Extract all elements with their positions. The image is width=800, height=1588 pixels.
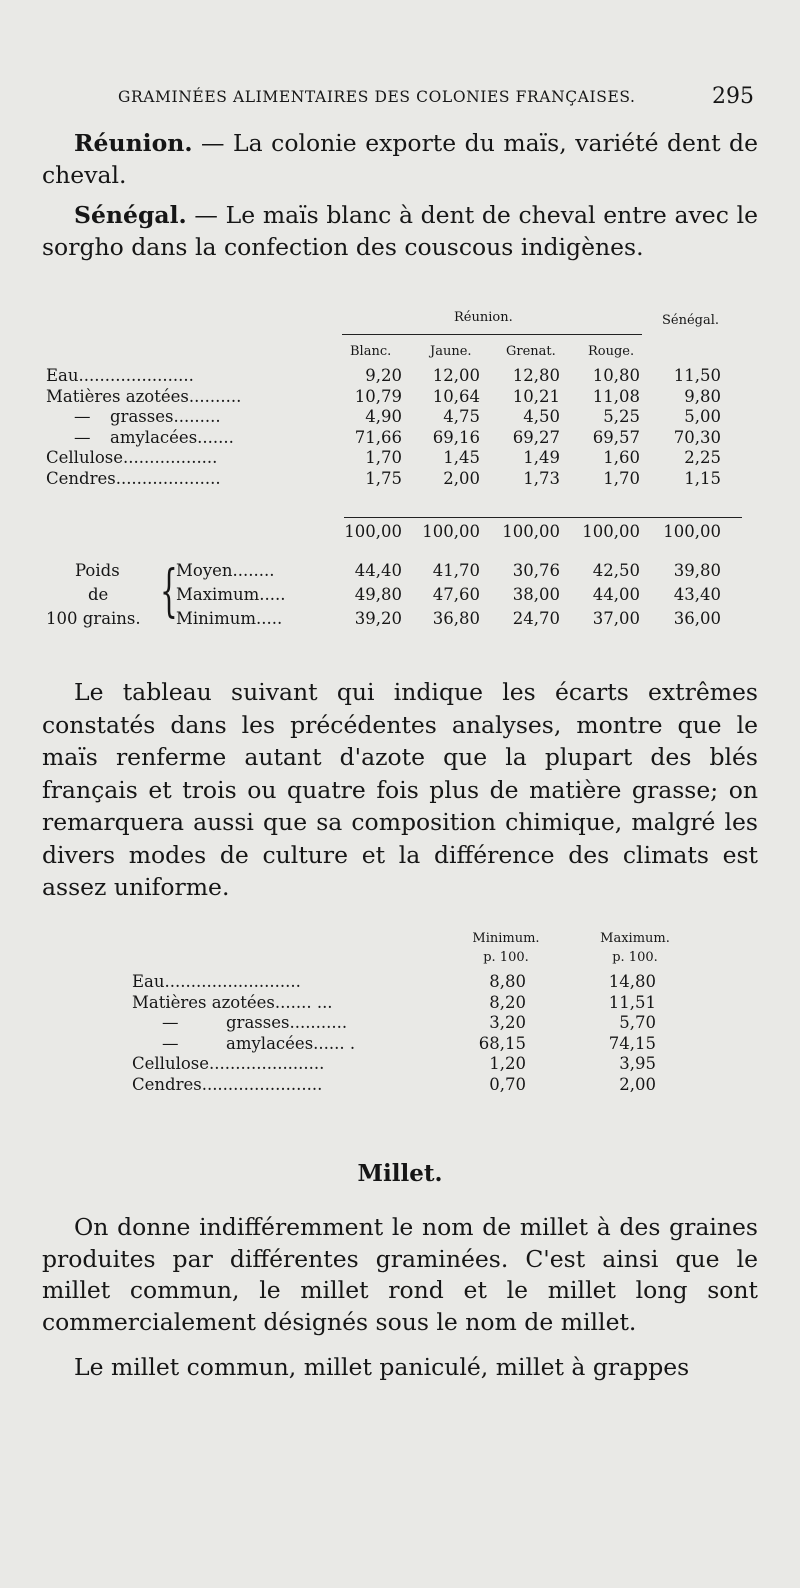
row-label: amylacées...... . [226,1033,356,1053]
row-label: Moyen........ [176,561,275,580]
paragraph-millet-1: On donne indifféremment le nom de millet à des graines produites par différentes graminées. C'est ainsi que le millet commun, le millet rond et le millet long sont commercialement désignés sous le nom de millet. [42,1213,758,1336]
total-cell: 100,00 [663,522,721,541]
table-cell: 5,70 [619,1013,656,1032]
page-number: 295 [712,84,754,109]
table-cell: 10,64 [432,386,480,406]
table-cell: 70,30 [673,427,721,447]
table-cell: 30,76 [512,561,560,580]
row-label: Eau...................... [46,366,194,385]
table-cell: 43,40 [673,585,721,604]
table-cell: 39,20 [354,609,402,628]
row-dash: — [162,1013,179,1032]
table-cell: 69,27 [512,427,560,447]
row-label: Eau.......................... [132,972,301,991]
row-dash: — [74,427,91,447]
table-cell: 42,50 [592,561,640,580]
table-cell: 3,20 [489,1013,526,1032]
row-label: Maximum..... [176,585,286,604]
col-subheader: p. 100. [483,950,529,965]
col-header: Minimum. [472,931,540,946]
table-cell: 5,25 [603,407,640,426]
table-cell: 11,08 [592,386,640,406]
row-label: grasses........... [226,1013,348,1032]
row-label: Matières azotées....... ... [132,992,333,1012]
table-cell: 2,25 [684,448,721,467]
row-label: amylacées....... [110,427,234,447]
running-title: GRAMINÉES ALIMENTAIRES DES COLONIES FRANÇAISES. [118,88,636,106]
table-cell: 37,00 [592,609,640,628]
col-header: Maximum. [600,931,670,946]
table-cell: 4,75 [443,407,480,426]
table-cell: 49,80 [354,585,402,604]
row-dash: — [74,407,91,426]
table-cell: 11,51 [608,992,656,1012]
total-cell: 100,00 [502,522,560,541]
row-label: Cendres....................... [132,1074,323,1094]
table-cell: 10,79 [354,386,402,406]
table-cell: 9,20 [365,366,402,385]
table-cell: 36,00 [673,609,721,628]
total-cell: 100,00 [582,522,640,541]
table-cell: 39,80 [673,561,721,580]
table-cell: 41,70 [432,561,480,580]
paragraph-tableau: Le tableau suivant qui indique les écarts extrêmes constatés dans les précédentes analyses, montre que le maïs renferme autant d'azote que la plupart des blés français et trois ou quatre fois plus de matière grasse; on remarquera aussi que sa composition chimique, malgré les divers modes de culture et la différence des climats est assez uniforme. [42,678,758,901]
table-cell: 44,40 [354,561,402,580]
row-label: Cellulose.................. [46,448,218,467]
row-label: grasses......... [110,407,221,426]
table-cell: 8,20 [489,992,526,1012]
col-header: Jaune. [430,344,472,359]
table-cell: 12,80 [512,366,560,385]
table-cell: 5,00 [684,407,721,426]
table-cell: 3,95 [619,1054,656,1073]
col-header: Grenat. [506,344,556,359]
curly-brace-icon: { [160,559,178,624]
poids-label: de [88,585,109,604]
paragraph-text: — La colonie exporte du maïs, variété dent de cheval. [42,129,758,189]
row-label: Minimum..... [176,609,283,628]
table-cell: 12,00 [432,366,480,385]
group-header-reunion: Réunion. [454,310,513,325]
table-cell: 38,00 [512,585,560,604]
row-label: Cellulose...................... [132,1054,325,1073]
table-cell: 47,60 [432,585,480,604]
table-cell: 4,90 [365,407,402,426]
table-cell: 1,70 [603,468,640,488]
table-cell: 2,00 [443,468,480,488]
table-cell: 36,80 [432,609,480,628]
table-cell: 24,70 [512,609,560,628]
paragraph-millet-2: Le millet commun, millet paniculé, millet à grappes [74,1353,690,1381]
table-cell: 68,15 [478,1033,526,1053]
table-cell: 1,70 [365,448,402,467]
table-cell: 44,00 [592,585,640,604]
table-cell: 1,45 [443,448,480,467]
table-cell: 69,57 [592,427,640,447]
total-cell: 100,00 [344,522,402,541]
table-cell: 14,80 [608,972,656,991]
table-cell: 1,60 [603,448,640,467]
table-cell: 0,70 [489,1074,526,1094]
row-label: Matières azotées.......... [46,386,242,406]
table-cell: 10,80 [592,366,640,385]
table-cell: 1,73 [523,468,560,488]
table-cell: 1,15 [684,468,721,488]
row-dash: — [162,1033,179,1053]
section-heading: Millet. [357,1160,443,1187]
table-cell: 2,00 [619,1074,656,1094]
table-cell: 11,50 [673,366,721,385]
col-header: Rouge. [588,344,635,359]
col-header: Blanc. [350,344,392,359]
poids-label: 100 grains. [46,609,141,628]
table-cell: 1,20 [489,1054,526,1073]
col-subheader: p. 100. [612,950,658,965]
table-cell: 8,80 [489,972,526,991]
table-cell: 71,66 [354,427,402,447]
paragraph-lead: Réunion. [74,129,193,157]
table-cell: 9,80 [684,386,721,406]
table-cell: 74,15 [608,1033,656,1053]
table-cell: 69,16 [432,427,480,447]
paragraph-lead: Sénégal. [74,201,187,229]
table-cell: 4,50 [523,407,560,426]
table-cell: 10,21 [512,386,560,406]
table-cell: 1,75 [365,468,402,488]
poids-label: Poids [75,561,120,580]
table-cell: 1,49 [523,448,560,467]
row-label: Cendres.................... [46,468,221,488]
group-header-senegal: Sénégal. [662,313,720,328]
paragraph-text: — Le maïs blanc à dent de cheval entre avec le sorgho dans la confection des couscous indigènes. [42,201,758,261]
total-cell: 100,00 [422,522,480,541]
